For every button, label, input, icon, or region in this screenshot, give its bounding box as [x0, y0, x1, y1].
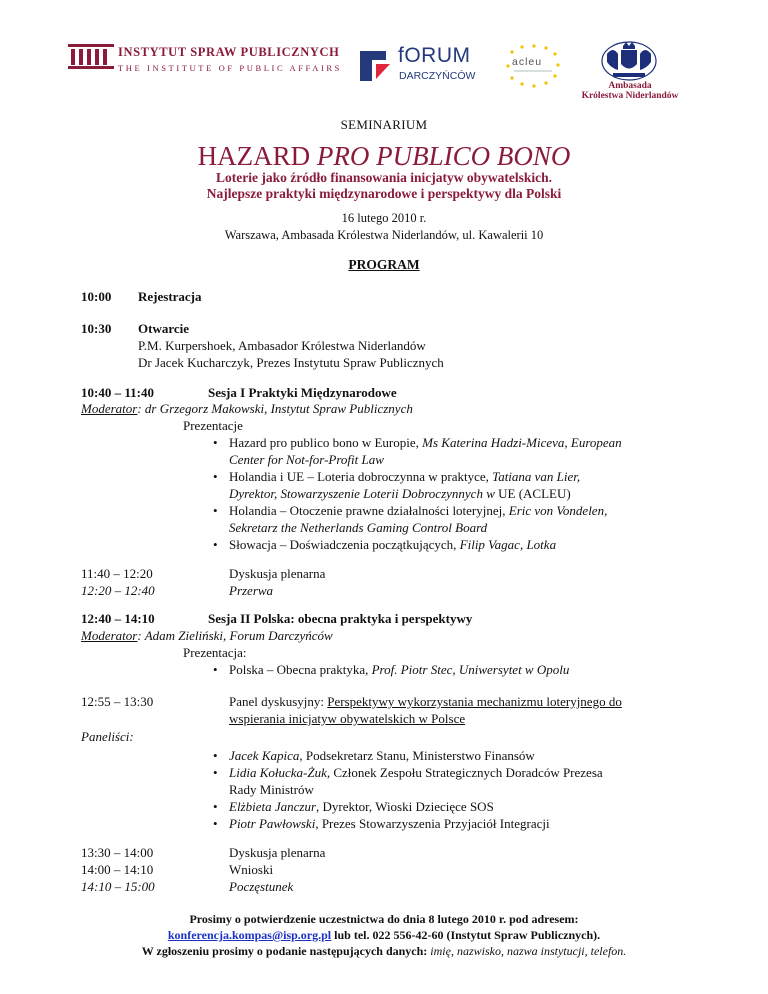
panel-topic-cont: wspierania inicjatyw obywatelskich w Polsce: [229, 711, 466, 726]
embassy-logo-text: [570, 81, 690, 101]
isp-columns-logo: [68, 44, 114, 70]
session1-item-1-cont: Center for Not-for-Profit Law: [229, 452, 384, 467]
bullet-icon: •: [213, 765, 218, 780]
panelist-role: , Podsekretarz Stanu, Ministerstwo Finansów: [299, 748, 535, 763]
page-title: [0, 141, 768, 172]
subtitle-line1: Loterie jako źródło finansowania inicjatyw obywatelskich.: [216, 170, 552, 185]
moderator-name: : dr Grzegorz Makowski, Instytut Spraw Publicznych: [137, 401, 413, 416]
session1-moderator: [81, 401, 413, 417]
session2-title: Sesja II Polska: obecna praktyka i perspektywy: [208, 611, 473, 626]
page-subtitle: [0, 170, 768, 202]
panelist-3: [229, 799, 494, 815]
refreshments-label: Poczęstunek: [229, 879, 294, 894]
panel-label: Panel dyskusyjny:: [229, 694, 328, 709]
program-heading: PROGRAM: [348, 257, 420, 272]
dutch-coat-of-arms-icon: [599, 40, 659, 82]
conclusions-label: Wnioski: [229, 862, 274, 877]
forum-logo-title: fORUM: [398, 44, 471, 67]
panelist-name: Jacek Kapica: [229, 748, 300, 763]
title-plain: HAZARD: [197, 141, 317, 171]
rsvp-required-fields: imię, nazwisko, nazwa instytucji, telefon.: [430, 944, 627, 958]
item-topic: Słowacja – Doświadczenia początkujących,: [229, 537, 460, 552]
logo-bar: [0, 0, 768, 110]
session1-item-1: [229, 435, 622, 451]
rsvp-line-3: [0, 943, 768, 959]
rsvp-phone: lub tel. 022 556-42-60 (Instytut Spraw Publicznych).: [331, 928, 601, 942]
item-speaker: Eric von Vondelen,: [508, 503, 608, 518]
panel-time: 12:55 – 13:30: [81, 694, 154, 709]
item-speaker-org: UE (ACLEU): [498, 486, 571, 501]
panelists-label: Paneliści:: [81, 729, 134, 744]
item-speaker: Tatiana van Lier,: [492, 469, 581, 484]
rsvp-line-2: [0, 927, 768, 943]
agenda-label-opening: Otwarcie: [138, 321, 190, 336]
bullet-icon: •: [213, 469, 218, 484]
bullet-icon: •: [213, 799, 218, 814]
session1-item-3-cont: Sekretarz the Netherlands Gaming Control Board: [229, 520, 488, 535]
panelist-role: , Prezes Stowarzyszenia Przyjaciół Integracji: [315, 816, 550, 831]
session1-item-4: [229, 537, 556, 553]
moderator-label: Moderator: [81, 628, 138, 643]
panelist-2: [229, 765, 603, 781]
forum-logo-mark: [356, 47, 394, 85]
item-speaker: Ms Katerina Hadzi-Miceva, European: [422, 435, 622, 450]
panel-topic: Perspektywy wykorzystania mechanizmu loteryjnego do: [327, 694, 622, 709]
item-topic: Holandia – Otoczenie prawne działalności loteryjnej,: [229, 503, 509, 518]
acleu-logo-text: acleu: [512, 56, 543, 68]
opening-speaker-2: Dr Jacek Kucharczyk, Prezes Instytutu Spraw Publicznych: [138, 355, 444, 370]
bullet-icon: •: [213, 435, 218, 450]
item-topic: Holandia i UE – Loteria dobroczynna w praktyce,: [229, 469, 493, 484]
seminar-kicker: SEMINARIUM: [340, 117, 428, 132]
item-speaker: Filip Vagac, Lotka: [459, 537, 557, 552]
rsvp-line-1: Prosimy o potwierdzenie uczestnictwa do dnia 8 lutego 2010 r. pod adresem:: [189, 912, 579, 926]
panelist-name: Piotr Pawłowski: [229, 816, 316, 831]
subtitle-line2: Najlepsze praktyki międzynarodowe i perspektywy dla Polski: [206, 186, 562, 201]
panelist-name: Lidia Kołucka-Żuk: [229, 765, 327, 780]
discussion2-time: 13:30 – 14:00: [81, 845, 154, 860]
session2-presentation-label: Prezentacja:: [183, 645, 247, 660]
agenda-time-registration: 10:00: [81, 289, 112, 304]
moderator-name: : Adam Zieliński, Forum Darczyńców: [137, 628, 333, 643]
break-label: Przerwa: [229, 583, 274, 598]
discussion1-label: Dyskusja plenarna: [229, 566, 326, 581]
refreshments-time: 14:10 – 15:00: [81, 879, 155, 894]
item-topic: Hazard pro publico bono w Europie,: [229, 435, 423, 450]
title-italic: PRO PUBLICO BONO: [316, 141, 571, 171]
isp-logo-subtitle: THE INSTITUTE OF PUBLIC AFFAIRS: [118, 63, 343, 73]
opening-speaker-1: P.M. Kurpershoek, Ambasador Królestwa Niderlandów: [138, 338, 426, 353]
session2-item-1: [229, 662, 569, 678]
panelist-4: [229, 816, 550, 832]
bullet-icon: •: [213, 537, 218, 552]
event-date: 16 lutego 2010 r.: [341, 211, 427, 225]
item-speaker-role: Dyrektor, Stowarzyszenie Loterii Dobroczynnych w: [229, 486, 499, 501]
embassy-logo-line2: Królestwa Niderlandów: [581, 91, 679, 101]
bullet-icon: •: [213, 503, 218, 518]
moderator-label: Moderator: [81, 401, 138, 416]
session1-title: Sesja I Praktyki Międzynarodowe: [208, 385, 397, 400]
item-topic: Polska – Obecna praktyka,: [229, 662, 372, 677]
session1-item-2-cont: [229, 486, 571, 502]
session1-presentations-label: Prezentacje: [183, 418, 243, 433]
panelist-1: [229, 748, 535, 764]
forum-logo-subtitle: DARCZYŃCÓW: [399, 70, 476, 82]
break-time: 12:20 – 12:40: [81, 583, 155, 598]
bullet-icon: •: [213, 748, 218, 763]
discussion2-label: Dyskusja plenarna: [229, 845, 326, 860]
embassy-logo-line1: Ambasada: [608, 81, 652, 91]
panelist-role: , Członek Zespołu Strategicznych Doradców Prezesa: [326, 765, 603, 780]
discussion1-time: 11:40 – 12:20: [81, 566, 153, 581]
conclusions-time: 14:00 – 14:10: [81, 862, 154, 877]
panel-line-1: [229, 694, 622, 710]
agenda-label-registration: Rejestracja: [138, 289, 202, 304]
bullet-icon: •: [213, 816, 218, 831]
session1-item-3: [229, 503, 607, 519]
session2-moderator: [81, 628, 333, 644]
bullet-icon: •: [213, 662, 218, 677]
panelist-role: , Dyrektor, Wioski Dziecięce SOS: [316, 799, 494, 814]
session2-time: 12:40 – 14:10: [81, 611, 155, 626]
rsvp-email-link[interactable]: konferencja.kompas@isp.org.pl: [167, 928, 332, 942]
panelist-2-cont: Rady Ministrów: [229, 782, 314, 797]
agenda-time-opening: 10:30: [81, 321, 112, 336]
session1-time: 10:40 – 11:40: [81, 385, 154, 400]
rsvp-required-label: W zgłoszeniu prosimy o podanie następujących danych:: [141, 944, 431, 958]
item-speaker: Prof. Piotr Stec, Uniwersytet w Opolu: [371, 662, 570, 677]
session1-item-2: [229, 469, 580, 485]
isp-logo-name: INSTYTUT SPRAW PUBLICZNYCH: [118, 45, 340, 59]
panelist-name: Elżbieta Janczur: [229, 799, 317, 814]
event-venue: Warszawa, Ambasada Królestwa Niderlandów, ul. Kawalerii 10: [224, 228, 544, 242]
